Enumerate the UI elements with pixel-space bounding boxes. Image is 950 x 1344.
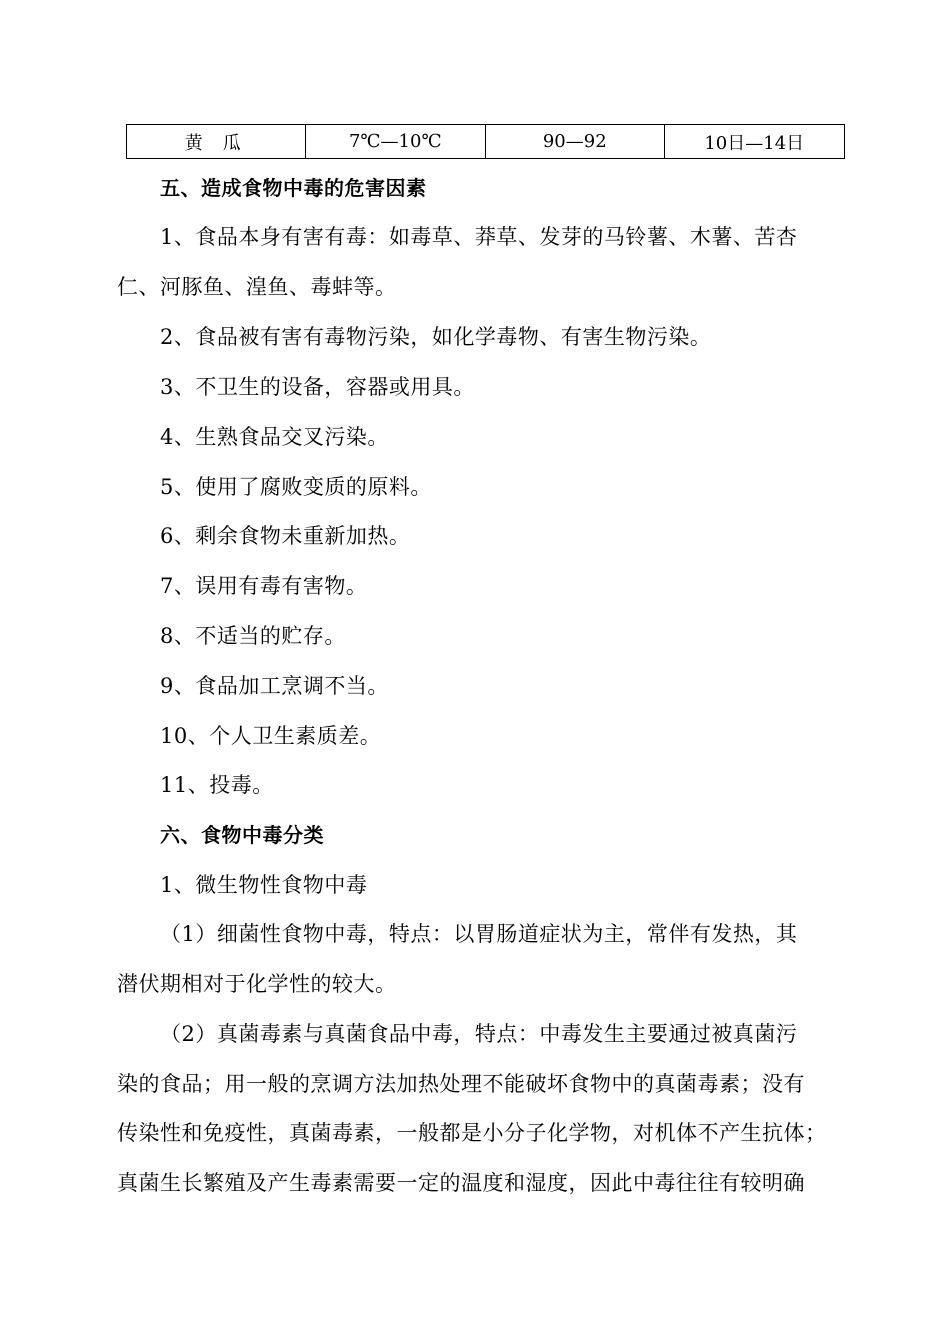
hazard-item-10: 10、个人卫生素质差。 <box>160 724 382 748</box>
hazard-item-4: 4、生熟食品交叉污染。 <box>160 425 389 449</box>
hazard-item-8: 8、不适当的贮存。 <box>160 624 346 648</box>
table-cell-storage-period: 10日—14日 <box>704 132 805 154</box>
hazard-item-1-line-1: 1、食品本身有害有毒：如毒草、莽草、发芽的马铃薯、木薯、苦杏 <box>160 225 798 249</box>
table-cell-temperature: 7℃—10℃ <box>306 125 486 158</box>
hazard-item-7: 7、误用有毒有害物。 <box>160 574 368 598</box>
hazard-item-6: 6、剩余食物未重新加热。 <box>160 524 411 548</box>
fungal-para-line-3: 传染性和免疫性，真菌毒素，一般都是小分子化学物，对机体不产生抗体； <box>117 1121 827 1145</box>
hazard-item-3: 3、不卫生的设备，容器或用具。 <box>160 375 475 399</box>
table-cell-humidity: 90—92 <box>486 125 665 158</box>
bacterial-para-line-2: 潜伏期相对于化学性的较大。 <box>117 972 397 996</box>
hazard-item-2: 2、食品被有害有毒物污染，如化学毒物、有害生物污染。 <box>160 325 712 349</box>
table-cell-vegetable: 黄瓜 <box>127 125 306 158</box>
hazard-item-11: 11、投毒。 <box>160 773 274 797</box>
fungal-para-line-4: 真菌生长繁殖及产生毒素需要一定的温度和湿度，因此中毒往往有较明确 <box>117 1171 805 1195</box>
section-heading-hazard-factors: 五、造成食物中毒的危害因素 <box>160 176 427 200</box>
fungal-para-line-1: （2）真菌毒素与真菌食品中毒，特点：中毒发生主要通过被真菌污 <box>160 1022 798 1046</box>
storage-table-row <box>126 124 845 159</box>
subsection-microbial: 1、微生物性食物中毒 <box>160 873 368 897</box>
fungal-para-line-2: 染的食品；用一般的烹调方法加热处理不能破坏食物中的真菌毒素；没有 <box>117 1072 805 1096</box>
section-heading-poisoning-types: 六、食物中毒分类 <box>160 823 324 847</box>
hazard-item-9: 9、食品加工烹调不当。 <box>160 674 389 698</box>
hazard-item-5: 5、使用了腐败变质的原料。 <box>160 475 432 499</box>
hazard-item-1-line-2: 仁、河豚鱼、湟鱼、毒蚌等。 <box>117 275 397 299</box>
bacterial-para-line-1: （1）细菌性食物中毒，特点：以胃肠道症状为主，常伴有发热，其 <box>160 922 798 946</box>
